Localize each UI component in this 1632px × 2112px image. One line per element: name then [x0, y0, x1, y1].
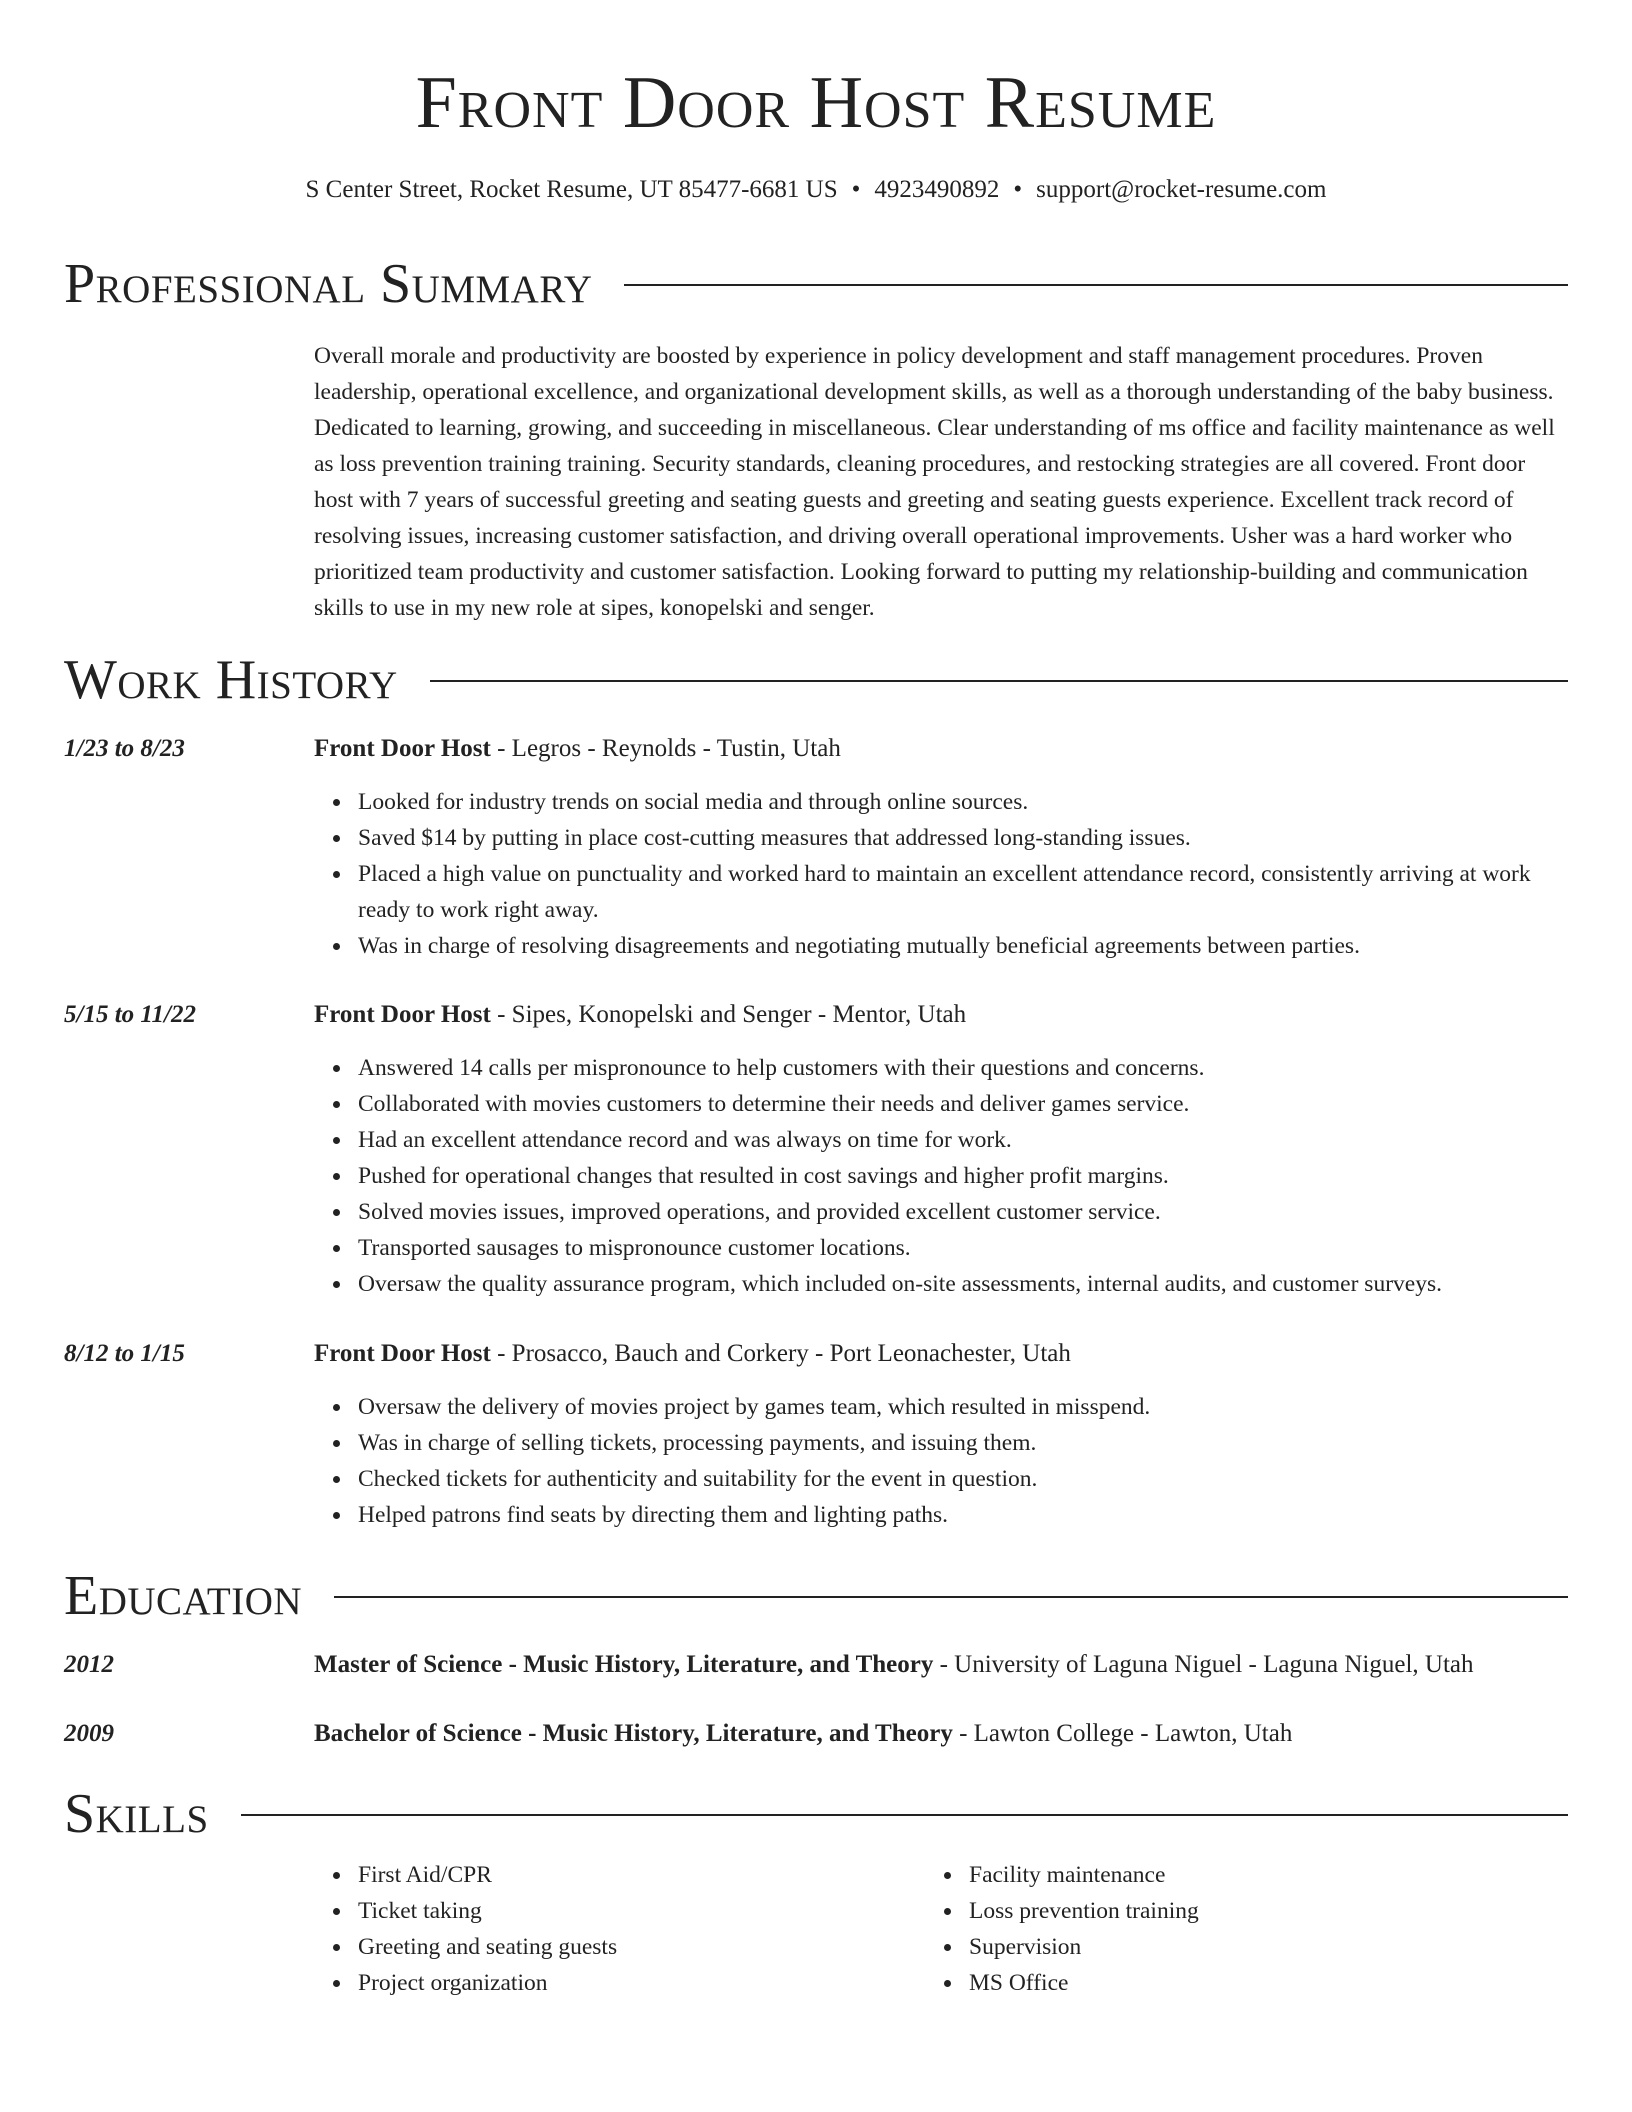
skill-item: MS Office: [969, 1965, 1529, 2001]
education-details: - Lawton College - Lawton, Utah: [952, 1720, 1293, 1747]
education-year: 2009: [64, 1720, 114, 1747]
section-header-work-history: [64, 648, 1568, 712]
section-header-summary: [64, 252, 1568, 316]
summary-text: Overall morale and productivity are boosted by experience in policy development and staff management procedures. Proven leadership, operational excellence, and organizational development skills, as well as a thorough understanding of the baby business. Dedicated to learning, growing, and succeeding in miscellaneous. Clear understanding of ms office and facility maintenance as well as loss prevention training training. Security standards, cleaning procedures, and restocking strategies are all covered. Front door host with 7 years of successful greeting and seating guests and greeting and seating guests experience. Excellent track record of resolving issues, increasing customer satisfaction, and driving overall operational improvements. Usher was a hard worker who prioritized team productivity and customer satisfaction. Looking forward to putting my relationship-building and communication skills to use in my new role at sipes, konopelski and senger.: [314, 343, 1555, 621]
list-item: Placed a high value on punctuality and worked hard to maintain an excellent attendance record, consistently arriving at work ready to work right away.: [358, 856, 1568, 928]
job-bullets: [314, 784, 1568, 964]
skill-item: Ticket taking: [358, 1893, 918, 1929]
list-item: Saved $14 by putting in place cost-cutting measures that addressed long-standing issues.: [358, 820, 1568, 856]
education-details: - University of Laguna Niguel - Laguna Niguel, Utah: [933, 1651, 1474, 1678]
section-title: Education: [64, 1565, 303, 1627]
job-dates: 8/12 to 1/15: [64, 1340, 185, 1367]
resume-title: Front Door Host Resume: [415, 62, 1217, 144]
list-item: Was in charge of resolving disagreements and negotiating mutually beneficial agreements between parties.: [358, 928, 1568, 964]
skills-list-right: [925, 1857, 1529, 2001]
skill-item: Project organization: [358, 1965, 918, 2001]
skill-item: Greeting and seating guests: [358, 1929, 918, 1965]
list-item: Looked for industry trends on social media and through online sources.: [358, 784, 1568, 820]
skill-item: Supervision: [969, 1929, 1529, 1965]
list-item: Solved movies issues, improved operations, and provided excellent customer service.: [358, 1194, 1568, 1230]
section-title: Skills: [64, 1783, 209, 1845]
list-item: Helped patrons find seats by directing them and lighting paths.: [358, 1497, 1568, 1533]
contact-address: S Center Street, Rocket Resume, UT 85477-6681 US: [305, 176, 838, 203]
section-title: Professional Summary: [64, 253, 593, 315]
section-divider: [624, 284, 1568, 286]
job-title-line: [314, 731, 841, 767]
job-bullets: [314, 1050, 1568, 1302]
list-item: Oversaw the delivery of movies project by games team, which resulted in misspend.: [358, 1389, 1568, 1425]
job-title: Front Door Host: [314, 1340, 491, 1367]
job-title-line: [314, 997, 966, 1033]
job-details: - Prosacco, Bauch and Corkery - Port Leonachester, Utah: [490, 1340, 1071, 1367]
list-item: Answered 14 calls per mispronounce to help customers with their questions and concerns.: [358, 1050, 1568, 1086]
contact-separator: •: [1013, 176, 1023, 203]
section-header-education: [64, 1564, 1568, 1628]
list-item: Pushed for operational changes that resulted in cost savings and higher profit margins.: [358, 1158, 1568, 1194]
education-year: 2012: [64, 1651, 114, 1678]
section-header-skills: [64, 1782, 1568, 1846]
list-item: Collaborated with movies customers to determine their needs and deliver games service.: [358, 1086, 1568, 1122]
job-details: - Legros - Reynolds - Tustin, Utah: [490, 735, 841, 762]
contact-separator: •: [851, 176, 861, 203]
list-item: Oversaw the quality assurance program, which included on-site assessments, internal audits, and customer surveys.: [358, 1266, 1568, 1302]
job-title: Front Door Host: [314, 1001, 491, 1028]
contact-phone: 4923490892: [874, 176, 1000, 203]
job-title: Front Door Host: [314, 735, 491, 762]
education-title-line: [314, 1647, 1473, 1683]
skill-item: First Aid/CPR: [358, 1857, 918, 1893]
job-dates: 5/15 to 11/22: [64, 1001, 196, 1028]
skills-list-left: [314, 1857, 918, 2001]
contact-email: support@rocket-resume.com: [1036, 176, 1327, 203]
list-item: Checked tickets for authenticity and suitability for the event in question.: [358, 1461, 1568, 1497]
section-divider: [334, 1596, 1568, 1598]
section-divider: [241, 1814, 1568, 1816]
education-title-line: [314, 1716, 1292, 1752]
education-degree: Bachelor of Science - Music History, Literature, and Theory: [314, 1720, 953, 1747]
skill-item: Facility maintenance: [969, 1857, 1529, 1893]
job-details: - Sipes, Konopelski and Senger - Mentor, Utah: [490, 1001, 967, 1028]
skill-item: Loss prevention training: [969, 1893, 1529, 1929]
job-bullets: [314, 1389, 1568, 1533]
list-item: Had an excellent attendance record and was always on time for work.: [358, 1122, 1568, 1158]
list-item: Transported sausages to mispronounce customer locations.: [358, 1230, 1568, 1266]
section-divider: [430, 680, 1568, 682]
contact-line: [0, 172, 1632, 208]
job-title-line: [314, 1336, 1071, 1372]
section-title: Work History: [64, 649, 398, 711]
list-item: Was in charge of selling tickets, processing payments, and issuing them.: [358, 1425, 1568, 1461]
education-degree: Master of Science - Music History, Literature, and Theory: [314, 1651, 934, 1678]
job-dates: 1/23 to 8/23: [64, 735, 185, 762]
